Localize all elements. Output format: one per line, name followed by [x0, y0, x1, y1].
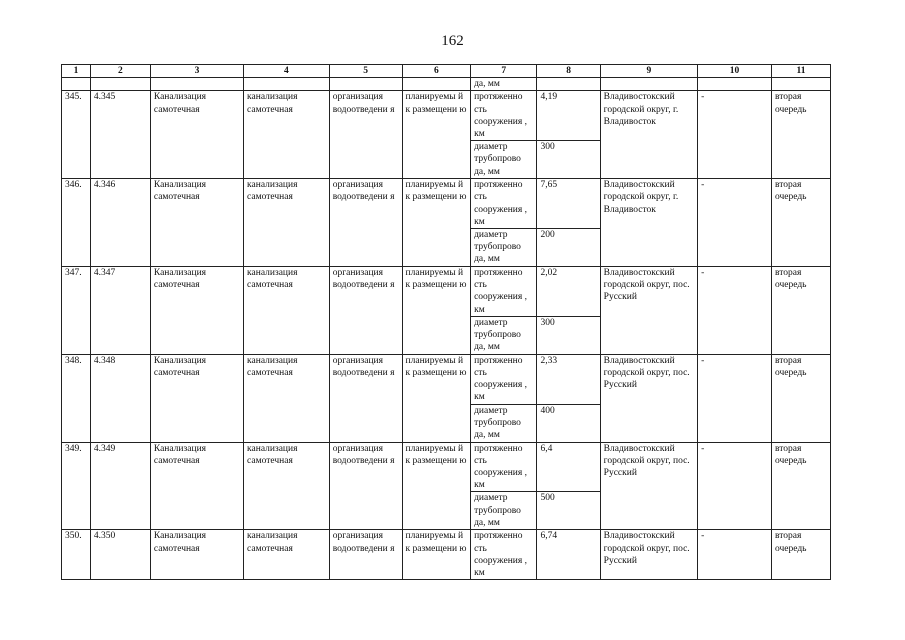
table-row	[62, 442, 831, 492]
row-number-cell: 349.	[62, 442, 91, 530]
object-status-cell: планируемы й к размещени ю	[402, 442, 471, 530]
parameter-value-cell: 300	[537, 316, 600, 354]
object-kind-cell: канализация самотечная	[244, 267, 330, 355]
parameter-name-cell: протяженно сть сооружения , км	[471, 530, 537, 580]
table-row	[62, 530, 831, 580]
location-cell: Владивостокский городской округ, пос. Русский	[600, 267, 697, 355]
row-number-cell: 347.	[62, 267, 91, 355]
parameter-value-cell: 500	[537, 492, 600, 530]
object-purpose-cell: организация водоотведени я	[329, 179, 402, 267]
column-header: 4	[244, 65, 330, 78]
object-name-cell: Канализация самотечная	[150, 91, 243, 179]
column-header: 3	[150, 65, 243, 78]
column-header: 11	[772, 65, 831, 78]
object-status-cell: планируемы й к размещени ю	[402, 354, 471, 442]
column-header: 6	[402, 65, 471, 78]
table-row	[62, 179, 831, 229]
object-purpose-cell: организация водоотведени я	[329, 530, 402, 580]
object-name-cell: Канализация самотечная	[150, 179, 243, 267]
stage-cell: вторая очередь	[772, 267, 831, 355]
parameter-value-cell: 6,74	[537, 530, 600, 580]
parameter-name-cell: протяженно сть сооружения , км	[471, 91, 537, 141]
parameter-name-cell: протяженно сть сооружения , км	[471, 354, 537, 404]
parameter-value-cell: 2,33	[537, 354, 600, 404]
stage-cell: вторая очередь	[772, 179, 831, 267]
object-kind-cell: канализация самотечная	[244, 179, 330, 267]
parameter-value-cell: 400	[537, 404, 600, 442]
column-header: 9	[600, 65, 697, 78]
parameter-name-cell: диаметр трубопрово да, мм	[471, 229, 537, 267]
row-number-cell: 345.	[62, 91, 91, 179]
table-row	[62, 354, 831, 404]
column-header: 8	[537, 65, 600, 78]
location-cell: Владивостокский городской округ, г. Владивосток	[600, 179, 697, 267]
parameter-name-cell: протяженно сть сооружения , км	[471, 267, 537, 317]
object-name-cell: Канализация самотечная	[150, 442, 243, 530]
column-header: 5	[329, 65, 402, 78]
object-kind-cell: канализация самотечная	[244, 530, 330, 580]
parameter-name-cell: протяженно сть сооружения , км	[471, 179, 537, 229]
parameter-value-cell: 4,19	[537, 91, 600, 141]
zone-cell: -	[698, 354, 772, 442]
parameter-name-cell: диаметр трубопрово да, мм	[471, 404, 537, 442]
registry-table	[61, 64, 831, 580]
object-code-cell: 4.350	[90, 530, 150, 580]
column-header: 1	[62, 65, 91, 78]
object-code-cell: 4.347	[90, 267, 150, 355]
object-purpose-cell: организация водоотведени я	[329, 354, 402, 442]
object-code-cell: 4.345	[90, 91, 150, 179]
continuation-cell: да, мм	[471, 78, 537, 91]
stage-cell: вторая очередь	[772, 442, 831, 530]
parameter-value-cell: 6,4	[537, 442, 600, 492]
object-kind-cell: канализация самотечная	[244, 442, 330, 530]
parameter-value-cell: 200	[537, 229, 600, 267]
zone-cell: -	[698, 267, 772, 355]
column-header: 10	[698, 65, 772, 78]
parameter-value-cell: 7,65	[537, 179, 600, 229]
parameter-name-cell: диаметр трубопрово да, мм	[471, 492, 537, 530]
parameter-name-cell: диаметр трубопрово да, мм	[471, 141, 537, 179]
parameter-value-cell: 2,02	[537, 267, 600, 317]
object-status-cell: планируемы й к размещени ю	[402, 530, 471, 580]
column-number-header-row	[62, 65, 831, 78]
parameter-name-cell: протяженно сть сооружения , км	[471, 442, 537, 492]
page-number: 162	[441, 33, 464, 49]
object-name-cell: Канализация самотечная	[150, 530, 243, 580]
object-name-cell: Канализация самотечная	[150, 354, 243, 442]
object-code-cell: 4.348	[90, 354, 150, 442]
object-status-cell: планируемы й к размещени ю	[402, 179, 471, 267]
table-row	[62, 91, 831, 141]
object-status-cell: планируемы й к размещени ю	[402, 91, 471, 179]
row-number-cell: 350.	[62, 530, 91, 580]
object-purpose-cell: организация водоотведени я	[329, 91, 402, 179]
stage-cell: вторая очередь	[772, 530, 831, 580]
zone-cell: -	[698, 179, 772, 267]
parameter-value-cell: 300	[537, 141, 600, 179]
object-code-cell: 4.349	[90, 442, 150, 530]
object-kind-cell: канализация самотечная	[244, 91, 330, 179]
continuation-row	[62, 78, 831, 91]
stage-cell: вторая очередь	[772, 354, 831, 442]
location-cell: Владивостокский городской округ, пос. Русский	[600, 442, 697, 530]
row-number-cell: 348.	[62, 354, 91, 442]
location-cell: Владивостокский городской округ, пос. Русский	[600, 530, 697, 580]
location-cell: Владивостокский городской округ, г. Владивосток	[600, 91, 697, 179]
zone-cell: -	[698, 442, 772, 530]
object-status-cell: планируемы й к размещени ю	[402, 267, 471, 355]
stage-cell: вторая очередь	[772, 91, 831, 179]
object-purpose-cell: организация водоотведени я	[329, 442, 402, 530]
object-name-cell: Канализация самотечная	[150, 267, 243, 355]
column-header: 7	[471, 65, 537, 78]
parameter-name-cell: диаметр трубопрово да, мм	[471, 316, 537, 354]
object-purpose-cell: организация водоотведени я	[329, 267, 402, 355]
table-row	[62, 267, 831, 317]
object-kind-cell: канализация самотечная	[244, 354, 330, 442]
object-code-cell: 4.346	[90, 179, 150, 267]
row-number-cell: 346.	[62, 179, 91, 267]
zone-cell: -	[698, 91, 772, 179]
zone-cell: -	[698, 530, 772, 580]
location-cell: Владивостокский городской округ, пос. Русский	[600, 354, 697, 442]
column-header: 2	[90, 65, 150, 78]
